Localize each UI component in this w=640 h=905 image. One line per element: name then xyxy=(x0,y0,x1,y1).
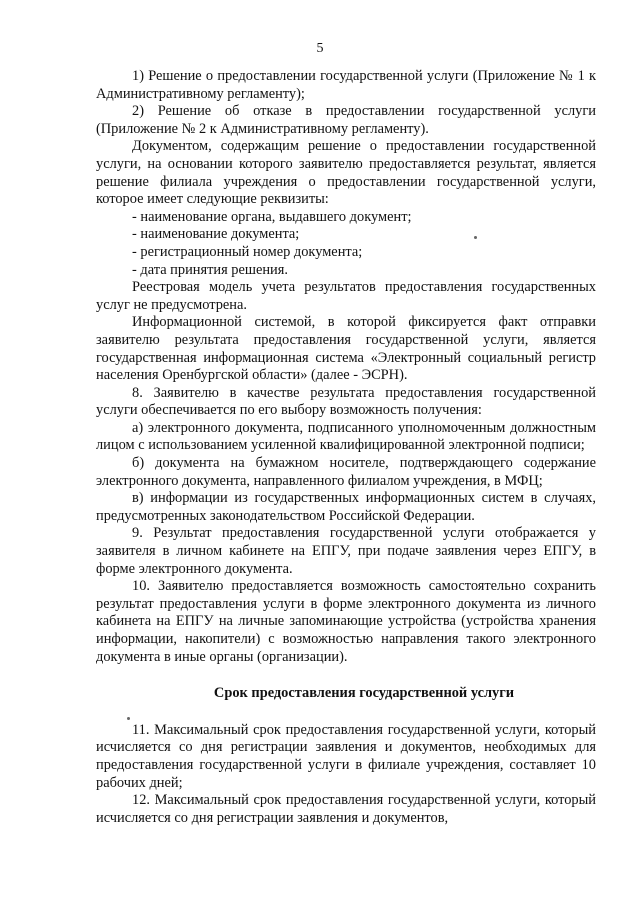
paragraph-item-10: 10. Заявителю предоставляется возможность самостоятельно сохранить результат предоставления услуги в форме электронного документа из личного кабинета на ЕПГУ на личные запоминающие устройства (устройства хранения информации, накопители) с возможностью направления такого электронного документа в иные органы (организации). xyxy=(96,578,596,665)
paragraph-result-decision: 1) Решение о предоставлении государственной услуги (Приложение № 1 к Административному регламенту); xyxy=(96,68,596,102)
paragraph-document-requisites: Документом, содержащим решение о предоставлении государственной услуги, на основании которого заявителю предоставляется результат, является решение филиала учреждения о предоставлении государственной услуги, которое имеет следующие реквизиты: xyxy=(96,138,596,208)
paragraph-item-9: 9. Результат предоставления государственной услуги отображается у заявителя в личном кабинете на ЕПГУ, при подаче заявления через ЕПГУ, в форме электронного документа. xyxy=(96,525,596,577)
paragraph-refusal-decision: 2) Решение об отказе в предоставлении государственной услуги (Приложение № 2 к Административному регламенту). xyxy=(96,103,596,137)
scan-dot xyxy=(127,717,130,720)
page-number: 5 xyxy=(316,41,324,56)
paragraph-item-8c: в) информации из государственных информационных систем в случаях, предусмотренных законодательством Российской Федерации. xyxy=(96,490,596,524)
paragraph-item-8: 8. Заявителю в качестве результата предоставления государственной услуги обеспечивается по его выбору возможность получения: xyxy=(96,384,596,419)
document-body xyxy=(96,68,596,827)
list-item: - регистрационный номер документа; xyxy=(132,243,363,260)
paragraph-registry-model: Реестровая модель учета результатов предоставления государственных услуг не предусмотрена. xyxy=(96,279,596,313)
paragraph-item-8b: б) документа на бумажном носителе, подтверждающего содержание электронного документа, направленного филиалом учреждения, в МФЦ; xyxy=(96,455,596,489)
list-item: - дата принятия решения. xyxy=(132,261,288,278)
section-heading: Срок предоставления государственной услуги xyxy=(213,685,515,702)
scan-dot xyxy=(474,236,477,239)
paragraph-item-11: 11. Максимальный срок предоставления государственной услуги, который исчисляется со дня регистрации заявления и документов, необходимых для предоставления государственной услуги в филиале учреждения, составляет 10 рабочих дней; xyxy=(96,721,596,791)
paragraph-item-12: 12. Максимальный срок предоставления государственной услуги, который исчисляется со дня регистрации заявления и документов, xyxy=(96,792,596,826)
paragraph-information-system: Информационной системой, в которой фиксируется факт отправки заявителю результата предоставления государственной услуги, является государственная информационная система «Электронный социальный регистр населения Оренбургской области» (далее - ЭСРН). xyxy=(96,314,596,384)
list-item: - наименование органа, выдавшего документ; xyxy=(132,208,412,225)
paragraph-item-8a: а) электронного документа, подписанного уполномоченным должностным лицом с использованием усиленной квалифицированной электронной подписи; xyxy=(96,419,596,454)
list-item: - наименование документа; xyxy=(132,226,300,243)
